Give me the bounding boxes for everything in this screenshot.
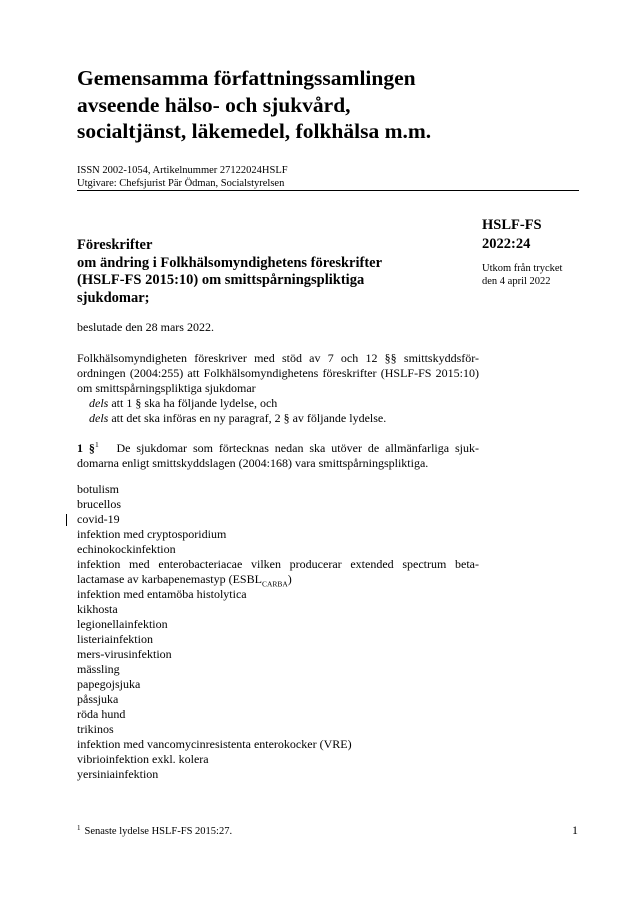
published-line: den 4 april 2022 bbox=[482, 276, 551, 287]
publication-info bbox=[77, 164, 288, 190]
list-item: yersiniainfektion bbox=[77, 767, 159, 781]
list-item-text: ) bbox=[287, 572, 292, 586]
list-item: röda hund bbox=[77, 707, 126, 721]
publication-date bbox=[482, 262, 562, 288]
heading-line: om ändring i Folkhälsomyndighetens föreskrifter bbox=[77, 254, 383, 271]
page-number: 1 bbox=[572, 823, 578, 837]
dels-clause-1 bbox=[77, 396, 479, 411]
list-item: brucellos bbox=[77, 497, 121, 511]
list-item: covid-19 bbox=[77, 512, 120, 526]
title-line: avseende hälso- och sjukvård, bbox=[77, 92, 351, 117]
dels-text: att det ska införas en ny paragraf, 2 § av följande lydelse. bbox=[108, 411, 387, 425]
heading-line: (HSLF-FS 2015:10) om smittspårningspliktiga bbox=[77, 272, 365, 288]
preamble-line: ordningen (2004:255) att Folkhälsomyndighetens föreskrifter (HSLF-FS bbox=[77, 366, 432, 380]
document-number bbox=[482, 216, 542, 254]
issn-line: ISSN 2002-1054, Artikelnummer 27122024HSLF bbox=[77, 165, 288, 176]
footnote-number: 1 bbox=[77, 823, 81, 832]
series-label: HSLF-FS bbox=[482, 217, 542, 233]
list-item: vibrioinfektion exkl. kolera bbox=[77, 752, 209, 766]
collection-title bbox=[77, 65, 577, 145]
list-item: påssjuka bbox=[77, 692, 119, 706]
title-line: Gemensamma författningssamlingen bbox=[77, 66, 416, 90]
list-item: legionellainfektion bbox=[77, 617, 168, 631]
regulation-heading bbox=[77, 237, 457, 307]
preamble-line: 2015:10) om smittspårningspliktiga sjukdomar bbox=[77, 366, 480, 395]
list-item: infektion med vancomycinresistenta enterokocker (VRE) bbox=[77, 737, 352, 751]
list-item: mers-virusinfektion bbox=[77, 647, 172, 661]
heading-line: Föreskrifter bbox=[77, 237, 153, 253]
section-mark: 1 § bbox=[77, 441, 95, 455]
dels-clause-2 bbox=[77, 411, 479, 426]
dels-word: dels bbox=[89, 396, 109, 410]
section-text: De sjukdomar som förtecknas nedan ska utöver de allmänfarliga sjuk- bbox=[116, 441, 480, 455]
list-item: kikhosta bbox=[77, 602, 118, 616]
subscript: CARBA bbox=[261, 579, 288, 589]
list-item: infektion med cryptosporidium bbox=[77, 527, 227, 541]
list-item-text: lactamase av karbapenemastyp (ESBL bbox=[77, 572, 262, 586]
change-bar bbox=[66, 514, 67, 526]
footnote-text: Senaste lydelse HSLF-FS 2015:27. bbox=[84, 826, 233, 837]
decision-date: beslutade den 28 mars 2022. bbox=[77, 320, 214, 334]
number-label: 2022:24 bbox=[482, 236, 531, 252]
list-item: botulism bbox=[77, 482, 120, 496]
publisher-line: Utgivare: Chefsjurist Pär Ödman, Socialstyrelsen bbox=[77, 178, 285, 189]
dels-text: att 1 § ska ha följande lydelse, och bbox=[108, 396, 278, 410]
list-item: listeriainfektion bbox=[77, 632, 153, 646]
dels-word: dels bbox=[89, 411, 109, 425]
footnote bbox=[77, 825, 232, 838]
list-item: papegojsjuka bbox=[77, 677, 141, 691]
list-item-text: infektion med enterobacteriacae vilken producerar extended spectrum beta- bbox=[77, 557, 479, 571]
header-divider bbox=[77, 190, 579, 191]
list-item: mässling bbox=[77, 662, 120, 676]
section-text: domarna enligt smittskyddslagen (2004:168) vara smittspårningspliktiga. bbox=[77, 456, 429, 470]
list-item bbox=[77, 557, 479, 587]
list-item: trikinos bbox=[77, 722, 114, 736]
section-1-paragraph bbox=[77, 441, 479, 471]
preamble-paragraph bbox=[77, 351, 479, 426]
published-line: Utkom från trycket bbox=[482, 263, 563, 274]
list-item: echinokockinfektion bbox=[77, 542, 176, 556]
disease-list bbox=[77, 482, 479, 782]
preamble-line: Folkhälsomyndigheten föreskriver med stöd av 7 och 12 §§ smittskyddsför- bbox=[77, 351, 479, 365]
list-item: infektion med entamöba histolytica bbox=[77, 587, 247, 601]
title-line: socialtjänst, läkemedel, folkhälsa m.m. bbox=[77, 119, 432, 143]
footnote-reference: 1 bbox=[94, 440, 99, 449]
heading-line: sjukdomar; bbox=[77, 289, 150, 306]
